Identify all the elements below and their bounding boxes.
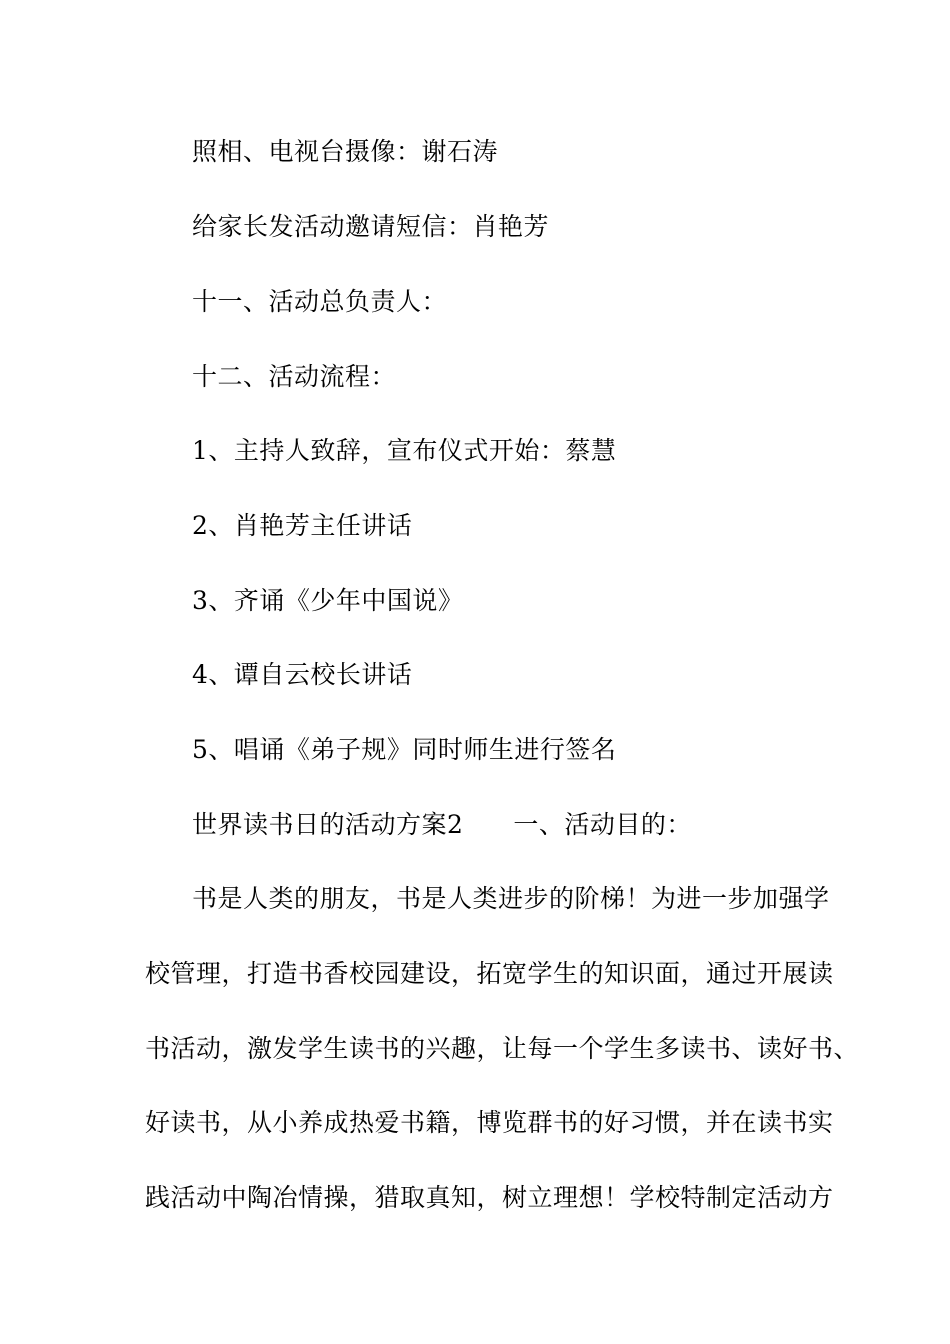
- process-step-2: 2、肖艳芳主任讲话: [192, 511, 413, 540]
- process-step-5: 5、唱诵《弟子规》同时师生进行签名: [192, 735, 617, 764]
- sms-invitation-assignment: 给家长发活动邀请短信：肖艳芳: [192, 212, 550, 241]
- section-twelve-heading: 十二、活动流程：: [192, 362, 397, 391]
- paragraph-line-2: 校管理，打造书香校园建设，拓宽学生的知识面，通过开展读: [145, 959, 834, 988]
- paragraph-line-1: 书是人类的朋友，书是人类进步的阶梯！为进一步加强学: [192, 884, 830, 913]
- paragraph-line-3: 书活动，激发学生读书的兴趣，让每一个学生多读书、读好书、: [145, 1034, 860, 1063]
- process-step-4: 4、谭自云校长讲话: [192, 660, 413, 689]
- section-heading: 一、活动目的：: [513, 810, 692, 839]
- section-eleven-heading: 十一、活动总负责人：: [192, 287, 448, 316]
- process-step-1: 1、主持人致辞，宣布仪式开始：蔡慧: [192, 436, 617, 465]
- section-title: 世界读书日的活动方案2: [192, 810, 464, 839]
- paragraph-line-5: 践活动中陶冶情操，猎取真知，树立理想！学校特制定活动方: [145, 1183, 834, 1212]
- paragraph-line-4: 好读书，从小养成热爱书籍，博览群书的好习惯，并在读书实: [145, 1108, 834, 1137]
- process-step-3: 3、齐诵《少年中国说》: [192, 586, 464, 615]
- photography-assignment: 照相、电视台摄像：谢石涛: [192, 137, 499, 166]
- section-title-row: [192, 810, 692, 840]
